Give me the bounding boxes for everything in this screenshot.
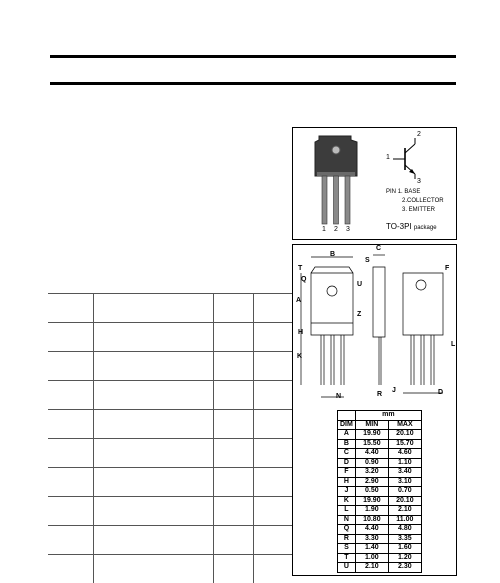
unit-header: mm <box>355 411 421 421</box>
dim-max: 0.70 <box>388 487 421 497</box>
spec-cell <box>213 352 253 381</box>
spec-cell <box>48 468 93 497</box>
dim-max: 1.10 <box>388 458 421 468</box>
top-rule <box>50 55 456 58</box>
package-box <box>292 127 457 240</box>
spec-row <box>48 468 292 497</box>
spec-cell <box>93 323 213 352</box>
spec-cell <box>213 468 253 497</box>
spec-row <box>48 352 292 381</box>
dim-letter: Q <box>338 525 356 535</box>
dimension-table <box>337 410 422 573</box>
drawing-label: B <box>330 251 335 258</box>
drawing-label: S <box>365 257 370 264</box>
spec-cell <box>253 410 292 439</box>
dim-min: 2.90 <box>355 477 388 487</box>
dim-letter: F <box>338 468 356 478</box>
dim-min: 3.20 <box>355 468 388 478</box>
spec-cell <box>253 323 292 352</box>
symbol-pin-3: 3 <box>417 178 421 185</box>
drawing-label: Q <box>301 276 306 283</box>
drawing-label: C <box>376 245 381 252</box>
spec-cell <box>48 381 93 410</box>
package-caption <box>386 222 437 231</box>
dim-letter: N <box>338 515 356 525</box>
dim-row <box>338 544 422 554</box>
dim-header: DIM <box>338 420 356 430</box>
dim-max: 20.10 <box>388 430 421 440</box>
spec-cell <box>213 381 253 410</box>
dim-letter: T <box>338 553 356 563</box>
dim-min: 15.50 <box>355 439 388 449</box>
spec-table <box>48 293 292 583</box>
spec-cell <box>48 410 93 439</box>
drawing-label: F <box>445 265 449 272</box>
dim-row <box>338 534 422 544</box>
spec-row <box>48 497 292 526</box>
dim-row <box>338 477 422 487</box>
dim-min: 1.90 <box>355 506 388 516</box>
spec-cell <box>93 294 213 323</box>
spec-cell <box>93 352 213 381</box>
drawing-label: N <box>336 393 341 400</box>
dim-letter: R <box>338 534 356 544</box>
dim-row <box>338 487 422 497</box>
dim-row <box>338 439 422 449</box>
spec-row <box>48 555 292 583</box>
spec-cell <box>253 497 292 526</box>
dim-row <box>338 553 422 563</box>
symbol-pin-2: 2 <box>417 131 421 138</box>
dim-letter: B <box>338 439 356 449</box>
drawing-label: U <box>357 281 362 288</box>
dim-max: 3.35 <box>388 534 421 544</box>
drawing-label: H <box>298 329 303 336</box>
dim-max: 3.10 <box>388 477 421 487</box>
dim-max: 4.60 <box>388 449 421 459</box>
second-rule <box>50 82 456 85</box>
spec-cell <box>213 294 253 323</box>
dim-row <box>338 496 422 506</box>
pin-list <box>386 188 444 215</box>
dim-max: 20.10 <box>388 496 421 506</box>
dim-max: 1.60 <box>388 544 421 554</box>
spec-cell <box>213 497 253 526</box>
dim-max: 2.30 <box>388 563 421 573</box>
dim-letter: U <box>338 563 356 573</box>
dim-max: 1.20 <box>388 553 421 563</box>
spec-cell <box>48 526 93 555</box>
spec-cell <box>253 352 292 381</box>
spec-cell <box>253 468 292 497</box>
pin-3: 3. EMITTER <box>386 206 444 215</box>
photo-pin-1: 1 <box>322 226 326 233</box>
spec-cell <box>213 410 253 439</box>
spec-cell <box>253 294 292 323</box>
pin-heading: PIN <box>386 189 396 195</box>
dim-row <box>338 468 422 478</box>
spec-cell <box>93 410 213 439</box>
drawing-label: L <box>451 341 455 348</box>
spec-cell <box>93 555 213 583</box>
dim-min: 0.50 <box>355 487 388 497</box>
dim-max: 11.00 <box>388 515 421 525</box>
photo-pin-2: 2 <box>334 226 338 233</box>
dim-row <box>338 563 422 573</box>
drawing-label: K <box>297 353 302 360</box>
spec-cell <box>48 439 93 468</box>
max-header: MAX <box>388 420 421 430</box>
package-word: package <box>414 225 437 231</box>
dim-letter: A <box>338 430 356 440</box>
drawing-label: T <box>298 265 302 272</box>
spec-cell <box>48 323 93 352</box>
photo-pin-3: 3 <box>346 226 350 233</box>
spec-row <box>48 294 292 323</box>
spec-cell <box>213 555 253 583</box>
spec-cell <box>253 381 292 410</box>
outline-drawing <box>293 245 456 405</box>
dim-row <box>338 515 422 525</box>
spec-cell <box>48 294 93 323</box>
pin-1: 1. BASE <box>398 189 421 195</box>
dim-min: 1.40 <box>355 544 388 554</box>
symbol-pin-1: 1 <box>386 154 390 161</box>
dim-letter: C <box>338 449 356 459</box>
dim-letter: S <box>338 544 356 554</box>
dim-min: 4.40 <box>355 525 388 535</box>
spec-row <box>48 439 292 468</box>
dim-min: 0.90 <box>355 458 388 468</box>
spec-cell <box>253 526 292 555</box>
dim-letter: H <box>338 477 356 487</box>
dim-letter: K <box>338 496 356 506</box>
dim-letter: J <box>338 487 356 497</box>
dim-row <box>338 458 422 468</box>
dim-row <box>338 449 422 459</box>
drawing-label: J <box>392 387 396 394</box>
spec-cell <box>93 381 213 410</box>
dim-max: 3.40 <box>388 468 421 478</box>
drawing-label: R <box>377 391 382 398</box>
dim-letter: D <box>338 458 356 468</box>
spec-row <box>48 410 292 439</box>
spec-cell <box>48 352 93 381</box>
spec-cell <box>213 526 253 555</box>
spec-cell <box>213 323 253 352</box>
drawing-label: Z <box>357 311 361 318</box>
dim-max: 4.80 <box>388 525 421 535</box>
dim-letter: L <box>338 506 356 516</box>
spec-row <box>48 381 292 410</box>
spec-cell <box>93 497 213 526</box>
dim-row <box>338 525 422 535</box>
dim-max: 15.70 <box>388 439 421 449</box>
spec-cell <box>48 555 93 583</box>
dim-min: 19.90 <box>355 430 388 440</box>
spec-cell <box>48 497 93 526</box>
dim-min: 10.80 <box>355 515 388 525</box>
dim-min: 19.90 <box>355 496 388 506</box>
spec-cell <box>93 526 213 555</box>
dim-row <box>338 506 422 516</box>
dim-min: 2.10 <box>355 563 388 573</box>
spec-cell <box>93 468 213 497</box>
dim-min: 3.30 <box>355 534 388 544</box>
dim-max: 2.10 <box>388 506 421 516</box>
dim-min: 4.40 <box>355 449 388 459</box>
spec-cell <box>253 439 292 468</box>
dim-min: 1.00 <box>355 553 388 563</box>
spec-row <box>48 323 292 352</box>
pin-2: 2.COLLECTOR <box>386 197 444 206</box>
spec-cell <box>213 439 253 468</box>
package-name: TO-3PI <box>386 222 412 231</box>
min-header: MIN <box>355 420 388 430</box>
drawing-label: D <box>438 389 443 396</box>
spec-row <box>48 526 292 555</box>
drawing-label: A <box>296 297 301 304</box>
spec-cell <box>93 439 213 468</box>
dim-row <box>338 430 422 440</box>
spec-cell <box>253 555 292 583</box>
